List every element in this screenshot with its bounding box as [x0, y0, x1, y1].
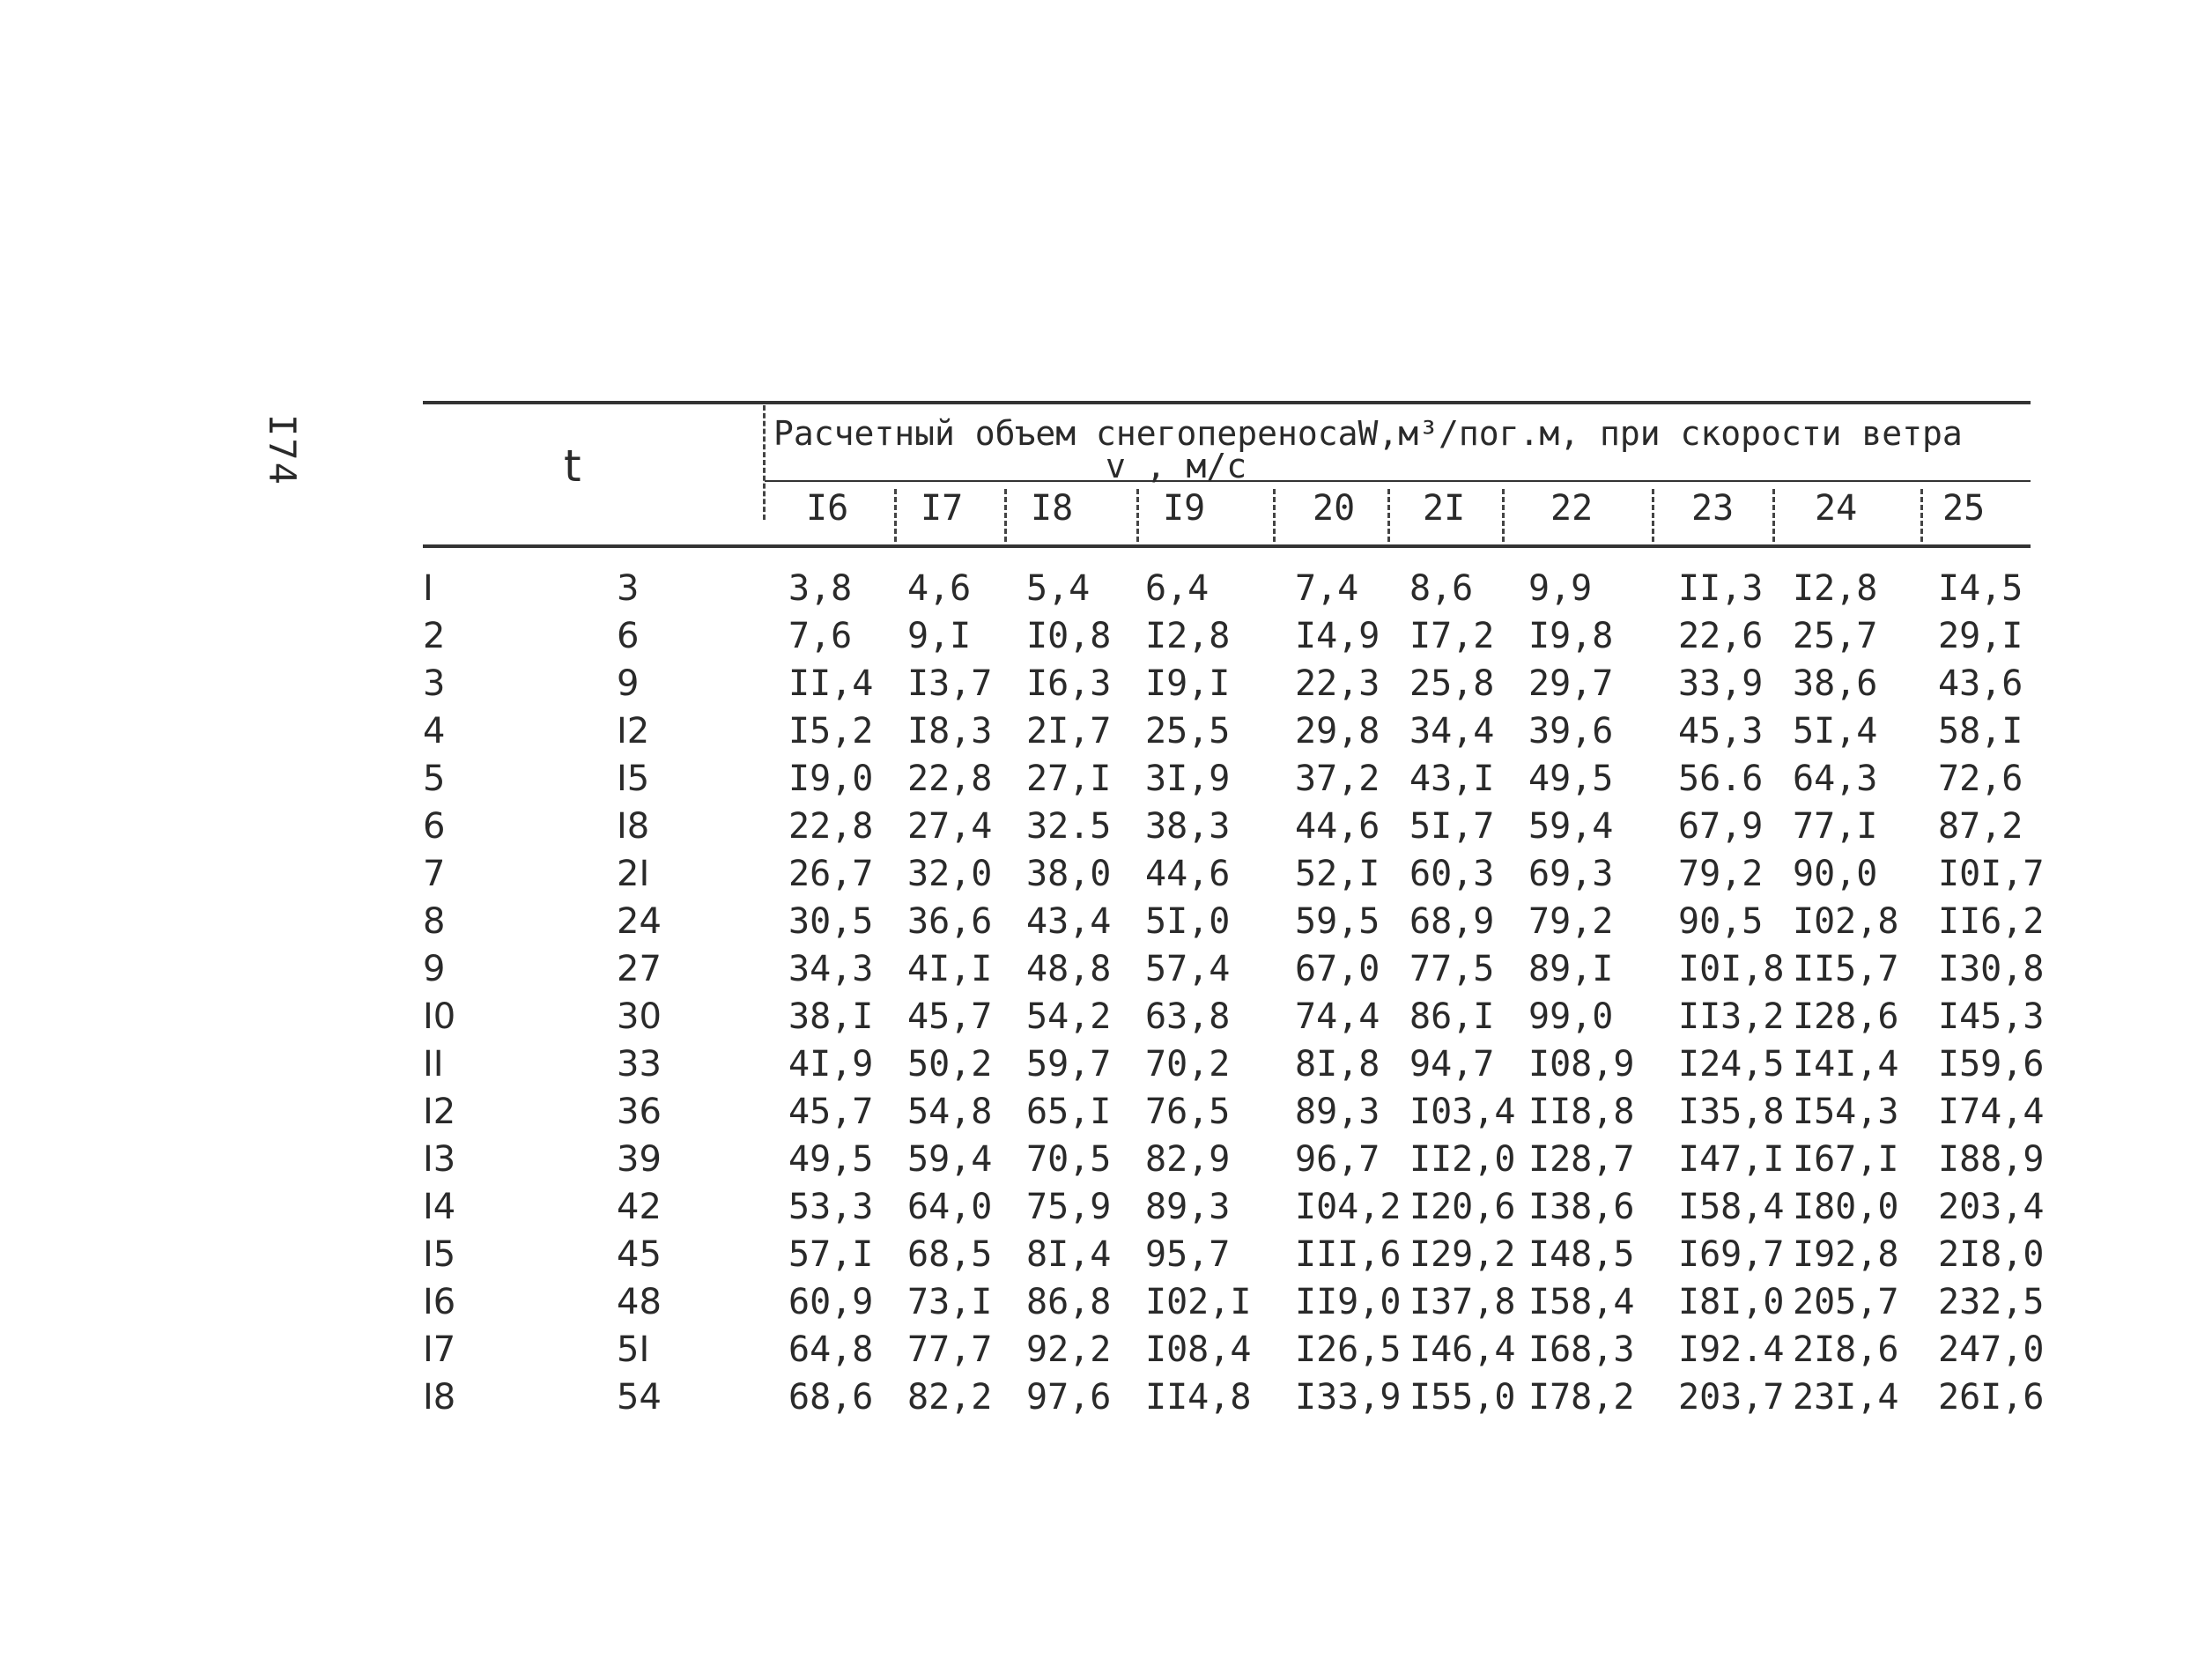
t-value: 3	[617, 568, 640, 609]
volume-cell: II5,7	[1793, 949, 1899, 989]
volume-cell: I02,I	[1145, 1282, 1252, 1322]
t-value: I8	[617, 806, 650, 847]
volume-cell: 25,5	[1145, 711, 1231, 752]
volume-cell: 232,5	[1938, 1282, 2045, 1322]
volume-cell: 87,2	[1938, 806, 2023, 847]
volume-cell: 34,3	[788, 949, 874, 989]
volume-cell: 57,4	[1145, 949, 1231, 989]
volume-cell: 90,5	[1678, 901, 1764, 942]
volume-cell: 22,6	[1678, 616, 1764, 656]
t-value: 36	[617, 1092, 662, 1132]
volume-cell: 36,6	[907, 901, 993, 942]
t-value: 42	[617, 1187, 662, 1227]
volume-cell: 7,6	[788, 616, 853, 656]
volume-cell: 77,I	[1793, 806, 1878, 847]
volume-cell: I46,4	[1409, 1329, 1516, 1370]
volume-cell: 74,4	[1295, 996, 1380, 1037]
page-number: I74	[261, 414, 304, 486]
volume-cell: 97,6	[1026, 1377, 1112, 1418]
volume-cell: 77,5	[1409, 949, 1495, 989]
volume-cell: 86,I	[1409, 996, 1495, 1037]
volume-cell: I33,9	[1295, 1377, 1402, 1418]
volume-cell: 54,8	[907, 1092, 993, 1132]
volume-cell: I2,8	[1145, 616, 1231, 656]
row-number: 4	[423, 711, 446, 752]
volume-cell: 68,9	[1409, 901, 1495, 942]
volume-cell: 6,4	[1145, 568, 1210, 609]
column-divider	[894, 489, 897, 542]
volume-cell: 29,I	[1938, 616, 2023, 656]
volume-cell: 59,7	[1026, 1044, 1112, 1085]
volume-cell: I58,4	[1678, 1187, 1785, 1227]
row-number: 3	[423, 663, 446, 704]
row-number: I	[423, 568, 433, 609]
volume-cell: 79,2	[1528, 901, 1614, 942]
t-value: 6	[617, 616, 640, 656]
volume-cell: 7,4	[1295, 568, 1359, 609]
t-value: 54	[617, 1377, 662, 1418]
volume-cell: 48,8	[1026, 949, 1112, 989]
volume-cell: 22,8	[907, 759, 993, 799]
volume-cell: I26,5	[1295, 1329, 1402, 1370]
volume-cell: 68,6	[788, 1377, 874, 1418]
volume-cell: I47,I	[1678, 1139, 1785, 1180]
volume-cell: I29,2	[1409, 1234, 1516, 1275]
volume-cell: 5I,4	[1793, 711, 1878, 752]
volume-cell: 2I8,0	[1938, 1234, 2045, 1275]
volume-cell: 92,2	[1026, 1329, 1112, 1370]
volume-cell: I08,4	[1145, 1329, 1252, 1370]
volume-cell: 49,5	[788, 1139, 874, 1180]
volume-cell: 65,I	[1026, 1092, 1112, 1132]
volume-cell: 3I,9	[1145, 759, 1231, 799]
volume-cell: I58,4	[1528, 1282, 1635, 1322]
volume-cell: 89,3	[1145, 1187, 1231, 1227]
column-divider	[1652, 489, 1654, 542]
volume-cell: 5,4	[1026, 568, 1091, 609]
volume-cell: 86,8	[1026, 1282, 1112, 1322]
table-top-rule	[423, 401, 2031, 404]
speed-column-header: 2I	[1423, 488, 1466, 529]
volume-cell: I74,4	[1938, 1092, 2045, 1132]
volume-cell: 8,6	[1409, 568, 1474, 609]
volume-cell: I54,3	[1793, 1092, 1899, 1132]
title-underline	[765, 480, 2031, 482]
volume-cell: 2I8,6	[1793, 1329, 1899, 1370]
row-number: 6	[423, 806, 446, 847]
volume-cell: I30,8	[1938, 949, 2045, 989]
volume-cell: I9,I	[1145, 663, 1231, 704]
volume-cell: I38,6	[1528, 1187, 1635, 1227]
row-number: 7	[423, 854, 446, 894]
volume-cell: I80,0	[1793, 1187, 1899, 1227]
volume-cell: II8,8	[1528, 1092, 1635, 1132]
column-divider	[1004, 489, 1007, 542]
volume-cell: I4,9	[1295, 616, 1380, 656]
row-number: I2	[423, 1092, 456, 1132]
volume-cell: 45,7	[907, 996, 993, 1037]
volume-cell: II,3	[1678, 568, 1764, 609]
volume-cell: I92.4	[1678, 1329, 1785, 1370]
t-value: 27	[617, 949, 662, 989]
column-divider	[1387, 489, 1390, 542]
volume-cell: 45,3	[1678, 711, 1764, 752]
row-number: 5	[423, 759, 446, 799]
volume-cell: I9,0	[788, 759, 874, 799]
volume-cell: 27,4	[907, 806, 993, 847]
volume-cell: 23I,4	[1793, 1377, 1899, 1418]
row-number: 8	[423, 901, 446, 942]
volume-cell: 205,7	[1793, 1282, 1899, 1322]
volume-cell: 79,2	[1678, 854, 1764, 894]
speed-column-header: I9	[1163, 488, 1206, 529]
t-value: 9	[617, 663, 640, 704]
volume-cell: 75,9	[1026, 1187, 1112, 1227]
speed-column-header: I8	[1031, 488, 1074, 529]
header-bottom-rule	[423, 544, 2031, 548]
volume-cell: I7,2	[1409, 616, 1495, 656]
column-divider	[1136, 489, 1139, 542]
volume-cell: II6,2	[1938, 901, 2045, 942]
volume-cell: 4I,I	[907, 949, 993, 989]
column-divider	[763, 405, 766, 520]
volume-cell: I4,5	[1938, 568, 2023, 609]
volume-cell: I4I,4	[1793, 1044, 1899, 1085]
t-value: 2I	[617, 854, 650, 894]
volume-cell: 9,I	[907, 616, 972, 656]
volume-cell: I92,8	[1793, 1234, 1899, 1275]
volume-cell: I02,8	[1793, 901, 1899, 942]
row-number: 9	[423, 949, 446, 989]
volume-cell: I2,8	[1793, 568, 1878, 609]
volume-cell: I03,4	[1409, 1092, 1516, 1132]
row-number: I8	[423, 1377, 456, 1418]
volume-cell: 57,I	[788, 1234, 874, 1275]
volume-cell: I9,8	[1528, 616, 1614, 656]
volume-cell: 96,7	[1295, 1139, 1380, 1180]
volume-cell: 67,0	[1295, 949, 1380, 989]
volume-cell: 89,3	[1295, 1092, 1380, 1132]
speed-column-header: 20	[1313, 488, 1356, 529]
volume-cell: 45,7	[788, 1092, 874, 1132]
volume-cell: I59,6	[1938, 1044, 2045, 1085]
volume-cell: 32,0	[907, 854, 993, 894]
table-title-line1: Расчетный объем снегопереносаW,м³/пог.м, при скорости ветра	[773, 414, 1963, 453]
volume-cell: I45,3	[1938, 996, 2045, 1037]
volume-cell: 59,4	[1528, 806, 1614, 847]
volume-cell: I8I,0	[1678, 1282, 1785, 1322]
t-value: I5	[617, 759, 650, 799]
volume-cell: I0,8	[1026, 616, 1112, 656]
column-divider	[1273, 489, 1276, 542]
volume-cell: 64,8	[788, 1329, 874, 1370]
volume-cell: 37,2	[1295, 759, 1380, 799]
volume-cell: 69,3	[1528, 854, 1614, 894]
volume-cell: 50,2	[907, 1044, 993, 1085]
volume-cell: I28,6	[1793, 996, 1899, 1037]
volume-cell: 82,2	[907, 1377, 993, 1418]
volume-cell: I55,0	[1409, 1377, 1516, 1418]
speed-column-header: I7	[921, 488, 964, 529]
volume-cell: 58,I	[1938, 711, 2023, 752]
volume-cell: 4,6	[907, 568, 972, 609]
volume-cell: 38,6	[1793, 663, 1878, 704]
volume-cell: I35,8	[1678, 1092, 1785, 1132]
volume-cell: 3,8	[788, 568, 853, 609]
t-value: 30	[617, 996, 662, 1037]
volume-cell: 29,7	[1528, 663, 1614, 704]
volume-cell: 38,I	[788, 996, 874, 1037]
volume-cell: 90,0	[1793, 854, 1878, 894]
volume-cell: 29,8	[1295, 711, 1380, 752]
table-title-line2: v , м/с	[1106, 447, 1247, 485]
volume-cell: 43,4	[1026, 901, 1112, 942]
volume-cell: 52,I	[1295, 854, 1380, 894]
row-number: I5	[423, 1234, 456, 1275]
volume-cell: 8I,8	[1295, 1044, 1380, 1085]
volume-cell: 94,7	[1409, 1044, 1495, 1085]
volume-cell: 34,4	[1409, 711, 1495, 752]
volume-cell: 38,3	[1145, 806, 1231, 847]
volume-cell: 68,5	[907, 1234, 993, 1275]
volume-cell: 43,I	[1409, 759, 1495, 799]
volume-cell: 25,7	[1793, 616, 1878, 656]
volume-cell: 22,8	[788, 806, 874, 847]
volume-cell: I0I,7	[1938, 854, 2045, 894]
volume-cell: II2,0	[1409, 1139, 1516, 1180]
volume-cell: 25,8	[1409, 663, 1495, 704]
volume-cell: 5I,7	[1409, 806, 1495, 847]
volume-cell: 44,6	[1295, 806, 1380, 847]
volume-cell: 49,5	[1528, 759, 1614, 799]
volume-cell: I88,9	[1938, 1139, 2045, 1180]
volume-cell: 9,9	[1528, 568, 1593, 609]
volume-cell: I08,9	[1528, 1044, 1635, 1085]
volume-cell: 64,0	[907, 1187, 993, 1227]
volume-cell: 33,9	[1678, 663, 1764, 704]
t-value: 33	[617, 1044, 662, 1085]
volume-cell: 56.6	[1678, 759, 1764, 799]
volume-cell: III,6	[1295, 1234, 1402, 1275]
speed-column-header: I6	[806, 488, 849, 529]
volume-cell: I78,2	[1528, 1377, 1635, 1418]
t-value: 45	[617, 1234, 662, 1275]
row-number: 2	[423, 616, 446, 656]
speed-column-header: 23	[1691, 488, 1735, 529]
row-number: I3	[423, 1139, 456, 1180]
column-divider	[1772, 489, 1775, 542]
volume-cell: 27,I	[1026, 759, 1112, 799]
row-number: I7	[423, 1329, 456, 1370]
column-divider	[1502, 489, 1505, 542]
volume-cell: 59,4	[907, 1139, 993, 1180]
volume-cell: 60,3	[1409, 854, 1495, 894]
volume-cell: I37,8	[1409, 1282, 1516, 1322]
row-number: II	[423, 1044, 444, 1085]
volume-cell: 247,0	[1938, 1329, 2045, 1370]
volume-cell: II4,8	[1145, 1377, 1252, 1418]
t-value: 48	[617, 1282, 662, 1322]
volume-cell: 38,0	[1026, 854, 1112, 894]
volume-cell: I69,7	[1678, 1234, 1785, 1275]
t-value: 5I	[617, 1329, 650, 1370]
volume-cell: I20,6	[1409, 1187, 1516, 1227]
column-divider	[1920, 489, 1923, 542]
volume-cell: 54,2	[1026, 996, 1112, 1037]
volume-cell: 76,5	[1145, 1092, 1231, 1132]
volume-cell: 44,6	[1145, 854, 1231, 894]
volume-cell: I3,7	[907, 663, 993, 704]
volume-cell: II9,0	[1295, 1282, 1402, 1322]
volume-cell: 43,6	[1938, 663, 2023, 704]
volume-cell: 89,I	[1528, 949, 1614, 989]
volume-cell: 4I,9	[788, 1044, 874, 1085]
volume-cell: 95,7	[1145, 1234, 1231, 1275]
volume-cell: II3,2	[1678, 996, 1785, 1037]
volume-cell: I04,2	[1295, 1187, 1402, 1227]
volume-cell: I24,5	[1678, 1044, 1785, 1085]
row-number: I6	[423, 1282, 456, 1322]
volume-cell: 82,9	[1145, 1139, 1231, 1180]
volume-cell: I6,3	[1026, 663, 1112, 704]
volume-cell: 203,4	[1938, 1187, 2045, 1227]
t-value: 24	[617, 901, 662, 942]
volume-cell: I67,I	[1793, 1139, 1899, 1180]
row-number: I0	[423, 996, 456, 1037]
volume-cell: 60,9	[788, 1282, 874, 1322]
volume-cell: 32.5	[1026, 806, 1112, 847]
volume-cell: 2I,7	[1026, 711, 1112, 752]
speed-column-header: 24	[1815, 488, 1858, 529]
volume-cell: 63,8	[1145, 996, 1231, 1037]
volume-cell: 26,7	[788, 854, 874, 894]
speed-column-header: 25	[1942, 488, 1986, 529]
volume-cell: 53,3	[788, 1187, 874, 1227]
t-value: 39	[617, 1139, 662, 1180]
volume-cell: I8,3	[907, 711, 993, 752]
volume-cell: 67,9	[1678, 806, 1764, 847]
volume-cell: 77,7	[907, 1329, 993, 1370]
volume-cell: 26I,6	[1938, 1377, 2045, 1418]
volume-cell: 22,3	[1295, 663, 1380, 704]
t-column-header: t	[564, 441, 581, 492]
volume-cell: II,4	[788, 663, 874, 704]
volume-cell: I0I,8	[1678, 949, 1785, 989]
volume-cell: I28,7	[1528, 1139, 1635, 1180]
volume-cell: 30,5	[788, 901, 874, 942]
volume-cell: 72,6	[1938, 759, 2023, 799]
volume-cell: 70,5	[1026, 1139, 1112, 1180]
volume-cell: 59,5	[1295, 901, 1380, 942]
volume-cell: I5,2	[788, 711, 874, 752]
t-value: I2	[617, 711, 650, 752]
speed-column-header: 22	[1550, 488, 1594, 529]
volume-cell: 5I,0	[1145, 901, 1231, 942]
volume-cell: 64,3	[1793, 759, 1878, 799]
row-number: I4	[423, 1187, 456, 1227]
volume-cell: 39,6	[1528, 711, 1614, 752]
volume-cell: 8I,4	[1026, 1234, 1112, 1275]
volume-cell: 99,0	[1528, 996, 1614, 1037]
volume-cell: 203,7	[1678, 1377, 1785, 1418]
volume-cell: I68,3	[1528, 1329, 1635, 1370]
volume-cell: 73,I	[907, 1282, 993, 1322]
volume-cell: I48,5	[1528, 1234, 1635, 1275]
volume-cell: 70,2	[1145, 1044, 1231, 1085]
